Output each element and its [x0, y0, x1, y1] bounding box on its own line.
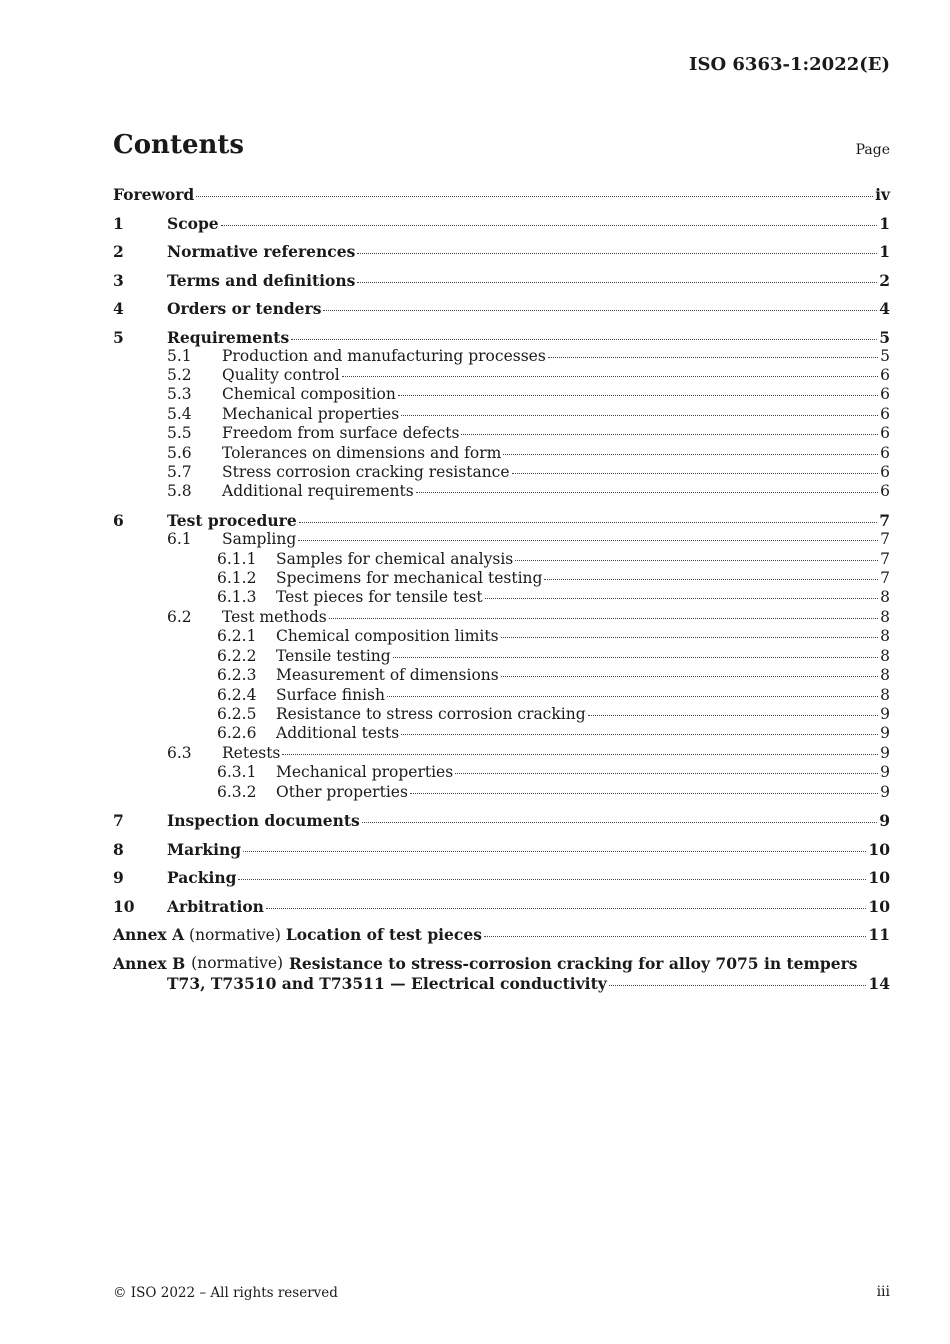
toc-entry-title: Samples for chemical analysis — [276, 549, 514, 568]
toc-entry-number: 8 — [113, 839, 124, 859]
toc-entry-number: 6.1 — [167, 530, 192, 549]
toc-entry-number: 6.3 — [167, 743, 192, 762]
toc-entry-page: 9 — [880, 724, 890, 743]
toc-entry-number: 5.6 — [167, 443, 192, 462]
toc-entry-page: iv — [875, 185, 890, 204]
page-title: Contents — [113, 130, 245, 160]
toc-entry-page: 7 — [880, 530, 890, 549]
dot-leader — [196, 196, 873, 197]
dot-leader — [299, 522, 878, 523]
toc-subsubclause-entry[interactable] — [113, 550, 890, 569]
dot-leader — [243, 851, 866, 852]
toc-entry-title: Sampling — [222, 530, 297, 549]
dot-leader — [387, 696, 878, 697]
toc-subclause-entry[interactable] — [113, 347, 890, 366]
toc-subclause-entry[interactable] — [113, 608, 890, 627]
toc-entry-number: 10 — [113, 896, 135, 916]
toc-entry-number: 6.1.2 — [217, 569, 257, 588]
toc-entry-page: 6 — [880, 365, 890, 384]
toc-subsubclause-entry[interactable] — [113, 705, 890, 724]
dot-leader — [455, 773, 878, 774]
copyright-footer: © ISO 2022 – All rights reserved — [113, 1285, 338, 1301]
toc-subclause-entry[interactable] — [113, 463, 890, 482]
toc-clause-entry[interactable] — [113, 868, 890, 887]
dot-leader — [588, 715, 879, 716]
toc-entry-title: Quality control — [222, 365, 340, 384]
toc-entry-title: Test procedure — [167, 511, 297, 531]
toc-entry-number: 6.2.5 — [217, 704, 257, 723]
toc-entry-title: Marking — [167, 839, 242, 859]
toc-subsubclause-entry[interactable] — [113, 724, 890, 743]
toc-entry-title: Normative references — [167, 242, 356, 261]
toc-entry-page: 5 — [880, 346, 890, 365]
toc-subclause-entry[interactable] — [113, 424, 890, 443]
dot-leader — [544, 579, 878, 580]
toc-entry-title: Other properties — [276, 782, 408, 801]
toc-entry-title: Mechanical properties — [276, 763, 454, 782]
table-of-contents — [113, 185, 890, 993]
toc-entry-title: Packing — [167, 868, 237, 888]
toc-subclause-entry[interactable] — [113, 405, 890, 424]
dot-leader — [291, 339, 877, 340]
toc-clause-entry[interactable] — [113, 271, 890, 290]
dot-leader — [393, 657, 878, 658]
toc-clause-entry[interactable] — [113, 299, 890, 318]
dot-leader — [282, 754, 878, 755]
toc-entry-title: Terms and definitions — [167, 270, 356, 290]
annex-b-first-line — [113, 954, 890, 974]
toc-entry-number: 4 — [113, 299, 124, 318]
toc-subclause-entry[interactable] — [113, 482, 890, 501]
annex-b-page: 14 — [868, 973, 890, 993]
toc-entry-number: 5.8 — [167, 482, 192, 501]
toc-entry-title: Test pieces for tensile test — [276, 588, 483, 607]
toc-entry-title: Freedom from surface defects — [222, 424, 460, 443]
toc-entry-page: 9 — [880, 763, 890, 782]
toc-entry-title: Scope — [167, 213, 219, 233]
toc-entry-page: 8 — [880, 588, 890, 607]
annex-a-prefix: Annex A — [113, 924, 185, 944]
dot-leader — [221, 225, 878, 226]
toc-subclause-entry[interactable] — [113, 366, 890, 385]
dot-leader — [342, 376, 878, 377]
toc-entry-number: 5.2 — [167, 365, 192, 384]
toc-subclause-entry[interactable] — [113, 530, 890, 549]
toc-entry-number: 6.1.1 — [217, 549, 257, 568]
toc-entry-page: 6 — [880, 443, 890, 462]
dot-leader — [329, 618, 878, 619]
toc-entry-number: 5.7 — [167, 462, 192, 481]
dot-leader — [485, 598, 879, 599]
toc-entry-page: 1 — [879, 213, 890, 233]
dot-leader — [362, 822, 877, 823]
toc-entry-number: 6.2 — [167, 607, 192, 626]
annex-a-type: (normative) — [189, 925, 281, 944]
toc-entry-number: 6.1.3 — [217, 588, 257, 607]
toc-entry-page: 8 — [880, 627, 890, 646]
annex-b-title-line2: T73, T73510 and T73511 — Electrical conductivity — [167, 973, 607, 993]
dot-leader — [609, 985, 867, 986]
toc-entry-page: 10 — [868, 839, 890, 859]
annex-a-title: Location of test pieces — [285, 924, 482, 944]
toc-entry-title: Mechanical properties — [222, 404, 400, 423]
dot-leader — [238, 879, 866, 880]
dot-leader — [401, 415, 878, 416]
toc-entry-number: 5.5 — [167, 424, 192, 443]
toc-entry-page: 9 — [879, 811, 890, 831]
toc-entry-number: 6.2.4 — [217, 685, 257, 704]
toc-entry-page: 7 — [879, 511, 890, 531]
toc-clause-entry[interactable] — [113, 242, 890, 261]
toc-entry-number: 5.1 — [167, 346, 192, 365]
toc-entry-title: Surface finish — [276, 685, 385, 704]
toc-entry-number: 1 — [113, 213, 124, 233]
toc-annex-a-entry[interactable] — [113, 925, 890, 946]
dot-leader — [461, 434, 878, 435]
toc-entry-number: 6 — [113, 511, 124, 531]
toc-entry-page: 10 — [868, 868, 890, 888]
toc-entry-title: Additional requirements — [222, 482, 414, 501]
toc-entry-page: 8 — [880, 607, 890, 626]
toc-clause-entry[interactable] — [113, 185, 890, 204]
annex-b-second-line — [113, 974, 890, 994]
toc-entry-title: Test methods — [222, 607, 327, 626]
toc-entry-number: 6.3.2 — [217, 782, 257, 801]
toc-entry-page: 9 — [880, 782, 890, 801]
toc-entry-title: Chemical composition limits — [276, 627, 499, 646]
toc-entry-page: 10 — [868, 896, 890, 916]
page-column-label: Page — [855, 142, 890, 158]
toc-entry-title: Requirements — [167, 327, 290, 347]
toc-subsubclause-entry[interactable] — [113, 569, 890, 588]
annex-a-page: 11 — [868, 924, 890, 944]
toc-entry-page: 6 — [880, 385, 890, 404]
toc-clause-entry[interactable] — [113, 811, 890, 830]
annex-b-title-line1: Resistance to stress-corrosion cracking for alloy 7075 in tempers — [289, 954, 858, 974]
annex-a-label — [113, 925, 482, 946]
toc-subsubclause-entry[interactable] — [113, 627, 890, 646]
dot-leader — [323, 310, 877, 311]
toc-entry-page: 6 — [880, 424, 890, 443]
toc-entry-title: Measurement of dimensions — [276, 666, 499, 685]
toc-subclause-entry[interactable] — [113, 444, 890, 463]
toc-entry-page: 2 — [879, 270, 890, 290]
toc-entry-title: Tensile testing — [276, 646, 391, 665]
toc-entry-title: Resistance to stress corrosion cracking — [276, 704, 586, 723]
toc-entry-title: Foreword — [113, 185, 195, 204]
dot-leader — [266, 908, 866, 909]
toc-subsubclause-entry[interactable] — [113, 763, 890, 782]
toc-entry-page: 8 — [880, 666, 890, 685]
toc-entry-page: 6 — [880, 482, 890, 501]
dot-leader — [501, 637, 879, 638]
toc-entry-number: 5.3 — [167, 385, 192, 404]
toc-entry-page: 4 — [879, 299, 890, 318]
toc-entry-title: Specimens for mechanical testing — [276, 569, 543, 588]
toc-annex-b-entry[interactable] — [113, 954, 890, 993]
toc-clause-entry[interactable] — [113, 214, 890, 233]
toc-entry-title: Arbitration — [167, 896, 264, 916]
dot-leader — [512, 473, 879, 474]
toc-entry-title: Inspection documents — [167, 811, 360, 831]
dot-leader — [357, 282, 877, 283]
dot-leader — [548, 357, 878, 358]
toc-entry-page: 9 — [880, 743, 890, 762]
toc-entry-number: 6.2.6 — [217, 724, 257, 743]
toc-entry-page: 5 — [879, 327, 890, 347]
toc-entry-title: Additional tests — [276, 724, 400, 743]
toc-entry-number: 9 — [113, 868, 124, 888]
toc-entry-number: 6.2.3 — [217, 666, 257, 685]
dot-leader — [410, 793, 878, 794]
annex-b-prefix: Annex B — [113, 954, 186, 974]
toc-subsubclause-entry[interactable] — [113, 588, 890, 607]
toc-clause-entry[interactable] — [113, 897, 890, 916]
toc-entry-number: 6.2.1 — [217, 627, 257, 646]
toc-subsubclause-entry[interactable] — [113, 686, 890, 705]
annex-b-type: (normative) — [191, 954, 284, 973]
toc-entry-page: 1 — [879, 242, 890, 261]
document-id: ISO 6363-1:2022(E) — [689, 54, 890, 75]
dot-leader — [401, 734, 878, 735]
toc-entry-page: 7 — [880, 569, 890, 588]
toc-entry-number: 6.2.2 — [217, 646, 257, 665]
toc-entry-page: 6 — [880, 404, 890, 423]
toc-entry-title: Production and manufacturing processes — [222, 346, 546, 365]
dot-leader — [416, 492, 878, 493]
toc-subsubclause-entry[interactable] — [113, 647, 890, 666]
toc-entry-title: Tolerances on dimensions and form — [222, 443, 502, 462]
toc-entry-title: Orders or tenders — [167, 299, 322, 318]
toc-entry-page: 8 — [880, 646, 890, 665]
toc-subsubclause-entry[interactable] — [113, 666, 890, 685]
toc-clause-entry[interactable] — [113, 511, 890, 530]
dot-leader — [501, 676, 878, 677]
toc-entry-number: 7 — [113, 811, 124, 831]
dot-leader — [357, 253, 877, 254]
dot-leader — [484, 936, 866, 937]
toc-entry-title: Chemical composition — [222, 385, 396, 404]
toc-entry-number: 2 — [113, 242, 124, 261]
toc-entry-page: 6 — [880, 462, 890, 481]
toc-entry-number: 5 — [113, 327, 124, 347]
toc-clause-entry[interactable] — [113, 840, 890, 859]
page-number: iii — [876, 1284, 890, 1300]
toc-entry-page: 7 — [880, 549, 890, 568]
toc-entry-page: 9 — [880, 704, 890, 723]
dot-leader — [398, 395, 878, 396]
toc-entry-number: 6.3.1 — [217, 763, 257, 782]
toc-entry-number: 3 — [113, 270, 124, 290]
toc-entry-page: 8 — [880, 685, 890, 704]
toc-entry-title: Retests — [222, 743, 281, 762]
toc-subclause-entry[interactable] — [113, 385, 890, 404]
toc-entry-number: 5.4 — [167, 404, 192, 423]
dot-leader — [503, 454, 878, 455]
toc-subclause-entry[interactable] — [113, 744, 890, 763]
toc-clause-entry[interactable] — [113, 328, 890, 347]
toc-subsubclause-entry[interactable] — [113, 783, 890, 802]
toc-entry-title: Stress corrosion cracking resistance — [222, 462, 510, 481]
dot-leader — [298, 540, 878, 541]
dot-leader — [515, 560, 878, 561]
